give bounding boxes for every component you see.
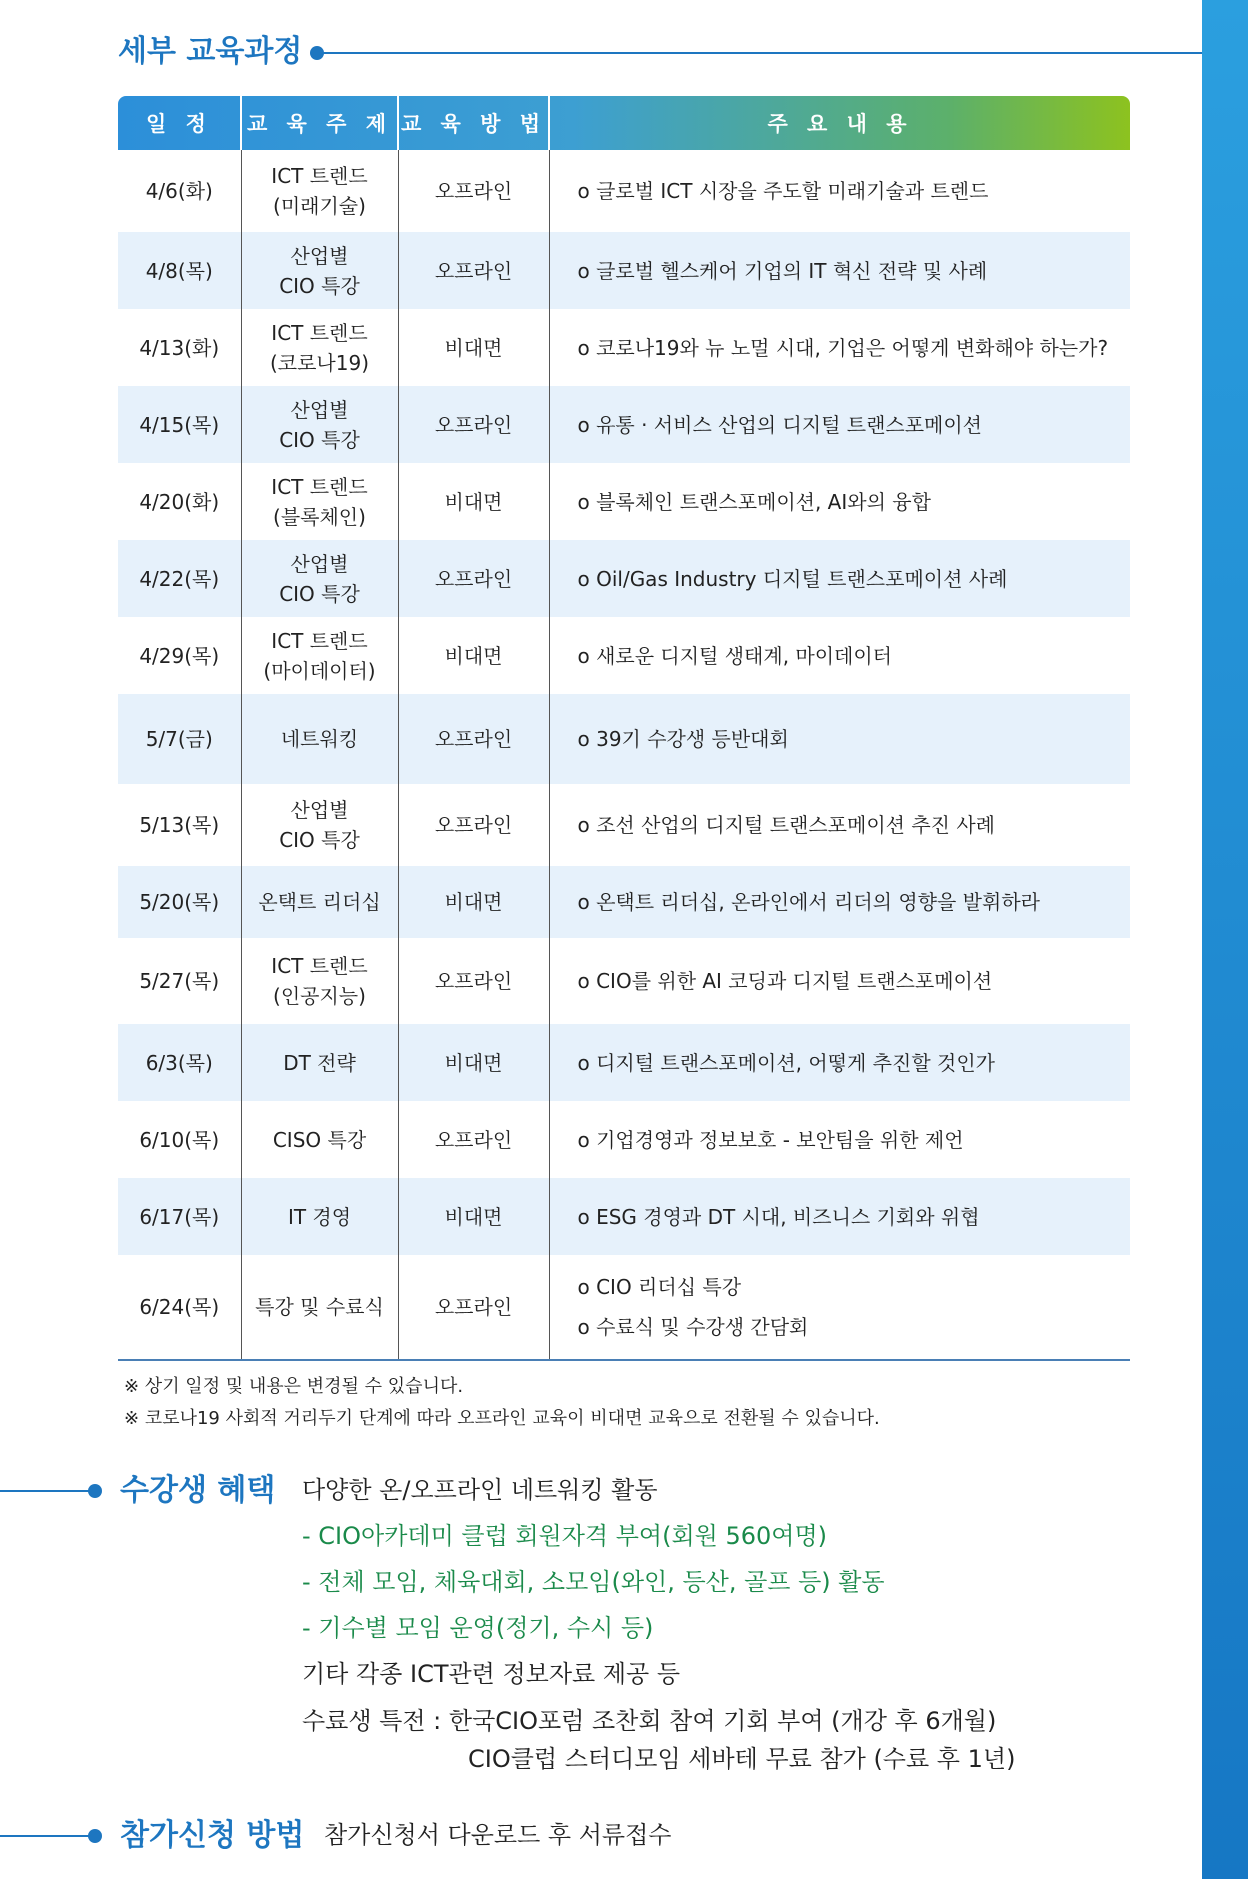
cell-topic [241,1024,398,1101]
cell-content: o 기업경영과 정보보호 - 보안팀을 위한 제언 [549,1101,1130,1178]
cell-date: 4/15(목) [118,386,241,463]
apply-divider-line [0,1835,96,1837]
topic-line: ICT 트렌드 [271,954,368,978]
topic-line: (코로나19) [269,350,369,375]
cell-content: o 글로벌 ICT 시장을 주도할 미래기술과 트렌드 [549,150,1130,232]
cell-method: 오프라인 [398,1255,549,1360]
table-row [118,617,1130,694]
table-row [118,1255,1130,1360]
table-row [118,694,1130,784]
cell-content: o 새로운 디지털 생태계, 마이데이터 [549,617,1130,694]
cell-topic [241,232,398,309]
cell-date: 4/20(화) [118,463,241,540]
section-bullet-dot [88,1484,102,1498]
cell-date: 6/24(목) [118,1255,241,1360]
table-row [118,784,1130,866]
cell-topic [241,784,398,866]
table-row [118,309,1130,386]
cell-method: 오프라인 [398,784,549,866]
table-row [118,1024,1130,1101]
cell-date: 4/13(화) [118,309,241,386]
header-method: 교 육 방 법 [398,96,549,150]
cell-content [549,1255,1130,1360]
cell-date: 5/20(목) [118,866,241,938]
cell-content: o CIO를 위한 AI 코딩과 디지털 트랜스포메이션 [549,938,1130,1024]
cell-content: o 온택트 리더십, 온라인에서 리더의 영향을 발휘하라 [549,866,1130,938]
cell-content: o 코로나19와 뉴 노멀 시대, 기업은 어떻게 변화해야 하는가? [549,309,1130,386]
section-divider-line [320,52,1202,54]
cell-topic [241,938,398,1024]
topic-line: 산업별 [290,243,349,268]
table-row [118,463,1130,540]
topic-line: 온택트 리더십 [258,890,381,914]
topic-line: ICT 트렌드 [271,474,368,499]
table-row [118,232,1130,309]
header-content: 주 요 내 용 [549,96,1130,150]
cell-content: o 글로벌 헬스케어 기업의 IT 혁신 전략 및 사례 [549,232,1130,309]
cell-date: 6/17(목) [118,1178,241,1255]
topic-line: (블록체인) [273,504,366,529]
topic-line: (인공지능) [273,984,366,1008]
cell-topic [241,386,398,463]
topic-line: DT 전략 [283,1050,356,1075]
table-row [118,540,1130,617]
cell-method: 오프라인 [398,694,549,784]
topic-line: ICT 트렌드 [271,320,368,345]
benefit-sub-item: - 전체 모임, 체육대회, 소모임(와인, 등산, 골프 등) 활동 [302,1568,885,1596]
cell-content: o 블록체인 트랜스포메이션, AI와의 융합 [549,463,1130,540]
header-topic: 교 육 주 제 [241,96,398,150]
header-date: 일 정 [146,112,212,136]
topic-line: ICT 트렌드 [271,628,368,653]
cell-method: 오프라인 [398,232,549,309]
benefit-sub-item: - 기수별 모임 운영(정기, 수시 등) [302,1614,654,1642]
cell-method: 오프라인 [398,540,549,617]
schedule-section-title: 세부 교육과정 [118,34,303,69]
benefit-divider-line [0,1490,96,1492]
cell-topic [241,617,398,694]
cell-method: 비대면 [398,463,549,540]
cell-date: 5/27(목) [118,938,241,1024]
cell-topic [241,540,398,617]
content-line: o CIO 리더십 특강 [577,1275,742,1299]
apply-section-title: 참가신청 방법 [120,1818,305,1853]
section-bullet-dot [88,1829,102,1843]
topic-line: (미래기술) [273,194,366,218]
cell-content: o 디지털 트랜스포메이션, 어떻게 추진할 것인가 [549,1024,1130,1101]
apply-method-text: 참가신청서 다운로드 후 서류접수 [324,1821,672,1849]
topic-line: CIO 특강 [279,581,360,606]
topic-line: 산업별 [290,551,349,576]
cell-content: o 39기 수강생 등반대회 [549,694,1130,784]
note-schedule-change: ※ 상기 일정 및 내용은 변경될 수 있습니다. [124,1376,464,1397]
cell-method: 오프라인 [398,938,549,1024]
topic-line: (마이데이터) [263,658,376,683]
benefit-etc-text: 기타 각종 ICT관련 정보자료 제공 등 [302,1660,681,1688]
cell-content: o 조선 산업의 디지털 트랜스포메이션 추진 사례 [549,784,1130,866]
topic-line: CISO 특강 [272,1127,367,1152]
topic-line: IT 경영 [287,1204,352,1229]
table-header-row [118,96,1130,150]
cell-topic [241,150,398,232]
content-line: o 수료식 및 수강생 간담회 [577,1315,809,1339]
cell-topic [241,1101,398,1178]
topic-line: 특강 및 수료식 [255,1295,384,1319]
cell-method: 비대면 [398,1024,549,1101]
table-row [118,866,1130,938]
cell-method: 비대면 [398,866,549,938]
cell-method: 오프라인 [398,1101,549,1178]
topic-line: CIO 특강 [279,828,360,852]
topic-line: CIO 특강 [279,427,360,452]
topic-line: 산업별 [290,397,349,422]
cell-date: 5/13(목) [118,784,241,866]
benefit-section-title: 수강생 혜택 [120,1473,276,1508]
table-row [118,1101,1130,1178]
table-row [118,1178,1130,1255]
cell-date: 4/8(목) [118,232,241,309]
cell-date: 6/3(목) [118,1024,241,1101]
cell-content: o 유통 · 서비스 산업의 디지털 트랜스포메이션 [549,386,1130,463]
graduate-benefit-line: 수료생 특전 : 한국CIO포럼 조찬회 참여 기회 부여 (개강 후 6개월) [302,1707,997,1735]
benefit-sub-item: - CIO아카데미 클럽 회원자격 부여(회원 560여명) [302,1522,828,1550]
table-row [118,386,1130,463]
cell-content: o Oil/Gas Industry 디지털 트랜스포메이션 사례 [549,540,1130,617]
cell-topic [241,309,398,386]
cell-date: 6/10(목) [118,1101,241,1178]
table-row [118,150,1130,232]
cell-method: 비대면 [398,1178,549,1255]
note-covid-online: ※ 코로나19 사회적 거리두기 단계에 따라 오프라인 교육이 비대면 교육으로 전환될 수 있습니다. [124,1408,880,1429]
schedule-table [118,96,1130,1361]
topic-line: 네트워킹 [280,727,359,751]
cell-date: 5/7(금) [118,694,241,784]
cell-method: 비대면 [398,309,549,386]
cell-topic [241,1178,398,1255]
topic-line: CIO 특강 [279,273,360,298]
cell-date: 4/22(목) [118,540,241,617]
cell-topic [241,866,398,938]
benefit-main-text: 다양한 온/오프라인 네트워킹 활동 [302,1476,658,1504]
cell-topic [241,463,398,540]
cell-method: 오프라인 [398,150,549,232]
cell-topic [241,694,398,784]
graduate-benefit-line: CIO클럽 스터디모임 세바테 무료 참가 (수료 후 1년) [468,1745,1016,1773]
cell-topic [241,1255,398,1360]
cell-method: 오프라인 [398,386,549,463]
cell-date: 4/6(화) [118,150,241,232]
cell-method: 비대면 [398,617,549,694]
table-row [118,938,1130,1024]
cell-content: o ESG 경영과 DT 시대, 비즈니스 기회와 위협 [549,1178,1130,1255]
topic-line: ICT 트렌드 [271,164,368,188]
cell-date: 4/29(목) [118,617,241,694]
decorative-side-bar [1202,0,1248,1879]
topic-line: 산업별 [290,798,349,822]
